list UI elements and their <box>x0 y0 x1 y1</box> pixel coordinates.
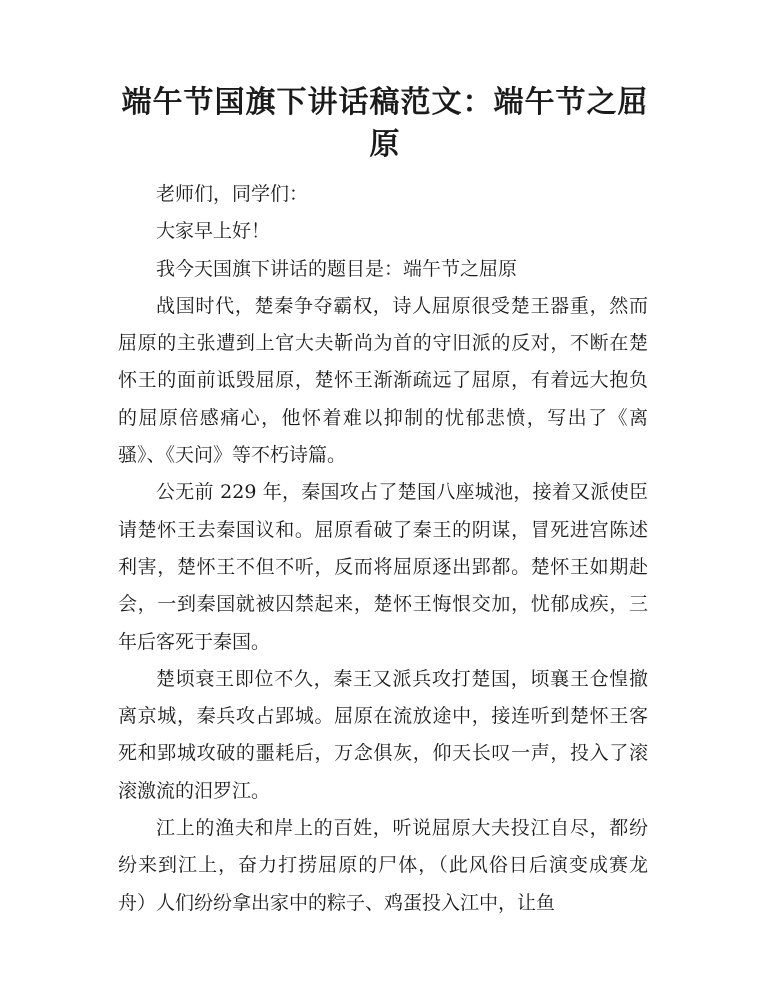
paragraph-greeting: 老师们，同学们： <box>156 183 309 205</box>
paragraph-topic: 我今天国旗下讲话的题目是：端午节之屈原 <box>156 257 518 280</box>
document-title: 端午节国旗下讲话稿范文：端午节之屈原 <box>121 85 649 162</box>
paragraph-warring-states: 战国时代，楚秦争夺霸权，诗人屈原很受楚王器重，然而屈原的主张遭到上官大夫靳尚为首的守旧派的反对，不断在楚怀王的面前诋毁屈原，楚怀王渐渐疏远了屈原，有着远大抱负的屈原倍感痛心，他怀着难以抑制的忧郁悲愤，写出了《离骚》、《天问》等不朽诗篇。 <box>118 294 648 467</box>
document-body <box>118 176 648 922</box>
paragraph-fishermen: 江上的渔夫和岸上的百姓，听说屈原大夫投江自尽，都纷纷来到江上，奋力打捞屈原的尸体，（此风俗日后演变成赛龙舟）人们纷纷拿出家中的粽子、鸡蛋投入江中，让鱼 <box>118 817 648 914</box>
paragraph-229bc: 公无前 229 年，秦国攻占了楚国八座城池，接着又派使臣请楚怀王去秦国议和。屈原看破了秦王的阴谋，冒死进宫陈述利害，楚怀王不但不听，反而将屈原逐出郢都。楚怀王如期赴会，一到秦国就被囚禁起来，楚怀王悔恨交加，忧郁成疾，三年后客死于秦国。 <box>118 481 648 653</box>
paragraph-good-morning: 大家早上好！ <box>156 220 271 243</box>
paragraph-qingxiang-king: 楚顷衰王即位不久，秦王又派兵攻打楚国，顷襄王仓惶撤离京城，秦兵攻占郢城。屈原在流放途中，接连听到楚怀王客死和郢城攻破的噩耗后，万念俱灰，仰天长叹一声，投入了滚滚激流的汨罗江。 <box>118 667 648 802</box>
